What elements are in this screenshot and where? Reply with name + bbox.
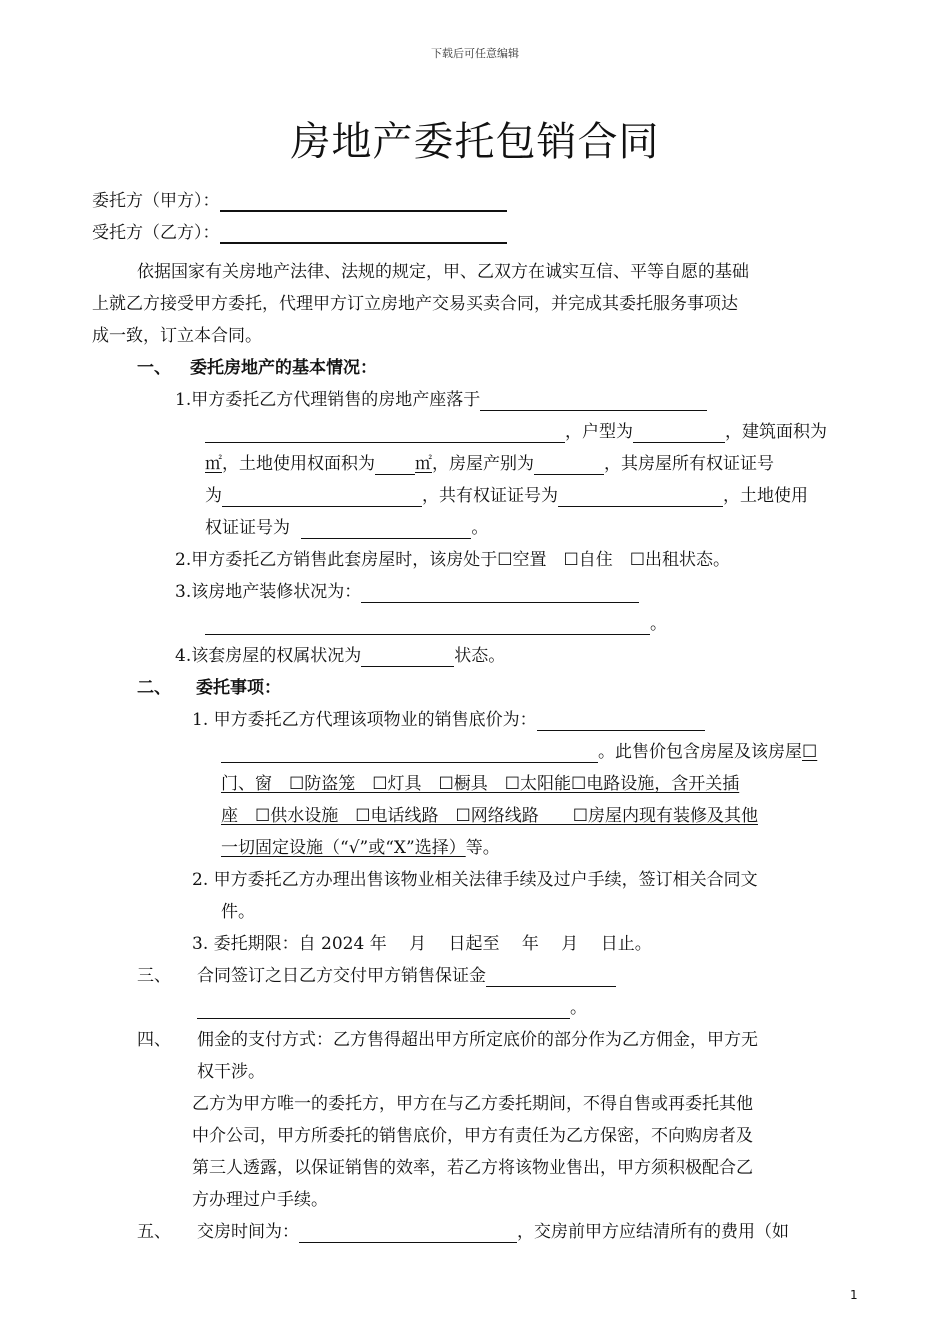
s1-item-4-text: 4.该套房屋的权属状况为 xyxy=(175,646,362,666)
land-cert-label: ，土地使用 xyxy=(723,486,808,506)
decoration-field[interactable] xyxy=(361,584,639,603)
land-area-field[interactable] xyxy=(375,456,415,475)
delivery-label: 交房时间为： xyxy=(197,1222,299,1242)
section-3-line-1 xyxy=(197,965,616,987)
section-5-number: 五、 xyxy=(137,1222,171,1242)
ownership-cert-label: ，其房屋所有权证证号 xyxy=(604,454,774,474)
layout-label: ，户型为 xyxy=(565,422,633,442)
s2-item-2-line-1: 2. 甲方委托乙方办理出售该物业相关法律手续及过户手续，签订相关合同文 xyxy=(192,870,758,890)
s1-item-1-text: 1.甲方委托乙方代理销售的房地产座落于 xyxy=(175,390,481,410)
s2-item-1-line-2 xyxy=(221,741,817,763)
price-includes-text: 。此售价包含房屋及该房屋 xyxy=(598,742,802,762)
base-price-field-2[interactable] xyxy=(221,744,598,763)
section-4-line-6: 方办理过户手续。 xyxy=(192,1190,328,1210)
party-b-field[interactable] xyxy=(220,224,507,244)
section-3-text: 合同签订之日乙方交付甲方销售保证金 xyxy=(197,966,486,986)
section-4-line-2: 权干涉。 xyxy=(197,1062,265,1082)
deposit-field-2[interactable] xyxy=(197,1000,570,1019)
s1-item-2: 2.甲方委托乙方销售此套房屋时，该房处于☐空置 ☐自住 ☐出租状态。 xyxy=(175,550,730,570)
s1-item-1-line-1 xyxy=(175,389,707,411)
ownership-cert-label-2: 为 xyxy=(205,486,222,506)
co-ownership-label: ，共有权证证号为 xyxy=(422,486,558,506)
delivery-text: ，交房前甲方应结清所有的费用（如 xyxy=(517,1222,789,1242)
fixtures-end: 等。 xyxy=(465,838,500,858)
section-4-line-5: 第三人透露，以保证销售的效率，若乙方将该物业售出，甲方须积极配合乙 xyxy=(192,1158,753,1178)
s2-item-3: 3. 委托期限：自 2024 年 月 日起至 年 月 日止。 xyxy=(192,934,652,954)
s2-item-1-text: 1. 甲方委托乙方代理该项物业的销售底价为： xyxy=(192,710,537,730)
period: 。 xyxy=(570,998,587,1018)
property-location-field-2[interactable] xyxy=(205,424,565,443)
party-a-label: 委托方（甲方）： xyxy=(92,191,220,211)
s1-item-1-line-3 xyxy=(205,453,774,475)
intro-line-3: 成一致，订立本合同。 xyxy=(92,326,262,346)
section-3-number: 三、 xyxy=(137,966,171,986)
section-4-line-1: 佣金的支付方式：乙方售得超出甲方所定底价的部分作为乙方佣金，甲方无 xyxy=(197,1030,758,1050)
section-4-line-3: 乙方为甲方唯一的委托方，甲方在与乙方委托期间，不得自售或再委托其他 xyxy=(192,1094,753,1114)
s1-item-3-text: 3.该房地产装修状况为： xyxy=(175,582,362,602)
section-5-line-1 xyxy=(197,1221,789,1243)
s1-item-3-line-1 xyxy=(175,581,639,603)
fixtures-line-2: 座 ☐供水设施 ☐电话线路 ☐网络线路 ☐房屋内现有装修及其他 xyxy=(221,806,758,826)
land-area-label: ，土地使用权面积为 xyxy=(222,454,375,474)
fixtures-note: 一切固定设施（“√”或“X”选择） xyxy=(221,838,466,858)
fixtures-line-3 xyxy=(221,837,500,859)
party-b-label: 受托方（乙方）： xyxy=(92,223,220,243)
section-3-line-2 xyxy=(197,997,587,1019)
section-2-number: 二、 xyxy=(137,678,171,698)
section-4-line-4: 中介公司，甲方所委托的销售底价，甲方有责任为乙方保密，不向购房者及 xyxy=(192,1126,753,1146)
header-note: 下载后可任意编辑 xyxy=(431,47,519,60)
s1-item-1-line-2 xyxy=(205,421,827,443)
s1-item-1-line-4 xyxy=(205,485,808,507)
layout-field[interactable] xyxy=(633,424,725,443)
ownership-cert-field[interactable] xyxy=(222,488,422,507)
s2-item-1-line-1 xyxy=(192,709,705,731)
decoration-field-2[interactable] xyxy=(205,616,650,635)
intro-line-1: 依据国家有关房地产法律、法规的规定，甲、乙双方在诚实互信、平等自愿的基础 xyxy=(137,262,749,282)
page-number: 1 xyxy=(850,1288,858,1302)
s2-item-2-line-2: 件。 xyxy=(221,902,255,922)
checkbox[interactable]: ☐ xyxy=(802,742,818,762)
section-1-number: 一、 xyxy=(137,358,171,378)
section-4-number: 四、 xyxy=(137,1030,171,1050)
title-status-field[interactable] xyxy=(361,648,454,667)
party-a-line xyxy=(92,190,507,212)
land-area-unit: ㎡ xyxy=(415,454,432,474)
property-type-label: ，房屋产别为 xyxy=(432,454,534,474)
section-2-title: 委托事项： xyxy=(196,678,281,698)
intro-line-2: 上就乙方接受甲方委托，代理甲方订立房地产交易买卖合同，并完成其委托服务事项达 xyxy=(92,294,738,314)
party-a-field[interactable] xyxy=(220,192,507,212)
floor-area-label: ，建筑面积为 xyxy=(725,422,827,442)
co-ownership-field[interactable] xyxy=(558,488,723,507)
land-cert-label-2: 权证证号为 xyxy=(205,518,290,538)
delivery-date-field[interactable] xyxy=(299,1224,517,1243)
s1-item-3-line-2 xyxy=(205,613,667,635)
property-type-field[interactable] xyxy=(534,456,604,475)
party-b-line xyxy=(92,222,507,244)
section-1-title: 委托房地产的基本情况： xyxy=(190,358,377,378)
base-price-field[interactable] xyxy=(537,712,705,731)
s1-item-4 xyxy=(175,645,505,667)
deposit-field[interactable] xyxy=(486,968,616,987)
s1-item-1-line-5 xyxy=(205,517,488,539)
period: 。 xyxy=(471,518,489,538)
period: 。 xyxy=(650,614,667,634)
s1-item-4-end: 状态。 xyxy=(454,646,506,666)
fixtures-line-1: 门、窗 ☐防盗笼 ☐灯具 ☐橱具 ☐太阳能☐电路设施，含开关插 xyxy=(221,774,740,794)
land-cert-field[interactable] xyxy=(301,520,471,539)
page-title: 房地产委托包销合同 xyxy=(290,119,660,165)
property-location-field[interactable] xyxy=(480,392,707,411)
floor-area-unit: ㎡ xyxy=(205,454,222,474)
